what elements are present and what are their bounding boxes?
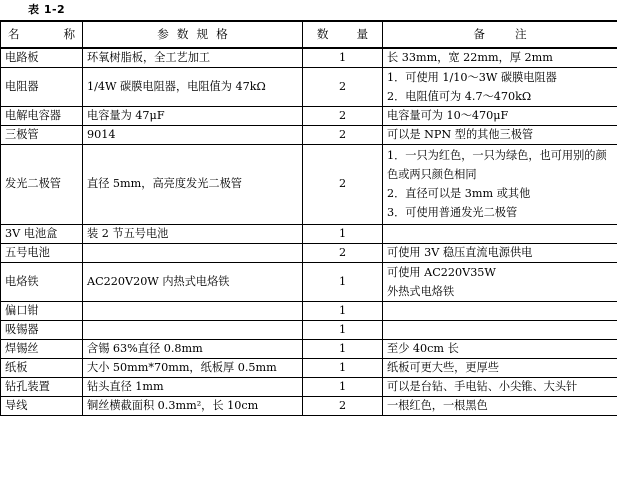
cell-qty: 1 [303,377,383,396]
cell-note: 可使用 3V 稳压直流电源供电 [383,243,617,262]
table-row [1,48,617,67]
table-row [1,106,617,125]
cell-name: 发光二极管 [1,144,83,224]
cell-qty: 1 [303,224,383,243]
cell-qty: 2 [303,106,383,125]
cell-note [383,320,617,339]
cell-note: 长 33mm，宽 22mm，厚 2mm [383,48,617,67]
cell-name: 钻孔装置 [1,377,83,396]
cell-name: 电解电容器 [1,106,83,125]
cell-qty: 1 [303,320,383,339]
cell-spec: 装 2 节五号电池 [83,224,303,243]
note-line: 2．电阻值可为 4.7～470kΩ [387,89,532,103]
cell-spec: 大小 50mm*70mm，纸板厚 0.5mm [83,358,303,377]
table-caption: 表 1-2 [28,3,66,16]
cell-note: 纸板可更大些，更厚些 [383,358,617,377]
cell-note [383,144,617,224]
cell-qty: 1 [303,48,383,67]
cell-spec: AC220V20W 内热式电烙铁 [83,262,303,301]
parts-table [0,20,617,416]
table-row [1,125,617,144]
table-row [1,320,617,339]
cell-name: 吸锡器 [1,320,83,339]
cell-name: 三极管 [1,125,83,144]
note-line: 3．可使用普通发光二极管 [387,206,518,219]
table-row [1,67,617,106]
header-spec: 参 数 规 格 [83,21,303,48]
cell-name: 3V 电池盒 [1,224,83,243]
cell-spec: 含锡 63%直径 0.8mm [83,339,303,358]
cell-note [383,301,617,320]
header-note: 备 注 [383,21,617,48]
cell-note: 可以是台钻、手电钻、小尖锥、大头针 [383,377,617,396]
table-row [1,339,617,358]
cell-spec [83,320,303,339]
cell-name: 纸板 [1,358,83,377]
cell-qty: 2 [303,396,383,415]
cell-spec: 环氧树脂板，全工艺加工 [83,48,303,67]
cell-qty: 2 [303,144,383,224]
cell-note [383,262,617,301]
cell-name: 焊锡丝 [1,339,83,358]
cell-note [383,224,617,243]
header-qty: 数 量 [303,21,383,48]
note-line: 1．可使用 1/10～3W 碳膜电阻器 [387,70,557,84]
cell-spec: 电容量为 47μF [83,106,303,125]
cell-spec [83,301,303,320]
table-row [1,224,617,243]
header-name: 名 称 [1,21,83,48]
cell-qty: 2 [303,125,383,144]
cell-spec: 9014 [83,125,303,144]
note-line: 1．一只为红色，一只为绿色，也可用别的颜色或两只颜色相同 [387,149,607,181]
table-row [1,262,617,301]
cell-spec: 直径 5mm，高亮度发光二极管 [83,144,303,224]
cell-note: 可以是 NPN 型的其他三极管 [383,125,617,144]
cell-name: 电路板 [1,48,83,67]
cell-name: 导线 [1,396,83,415]
table-row [1,396,617,415]
cell-qty: 1 [303,301,383,320]
note-line: 外热式电烙铁 [387,284,455,298]
cell-spec: 铜丝横截面积 0.3mm²，长 10cm [83,396,303,415]
cell-spec: 钻头直径 1mm [83,377,303,396]
table-row [1,358,617,377]
cell-note [383,67,617,106]
cell-spec: 1/4W 碳膜电阻器，电阻值为 47kΩ [83,67,303,106]
cell-name: 电烙铁 [1,262,83,301]
cell-note: 电容量可为 10～470μF [383,106,617,125]
cell-note: 至少 40cm 长 [383,339,617,358]
cell-qty: 1 [303,262,383,301]
cell-qty: 2 [303,67,383,106]
note-line: 2．直径可以是 3mm 或其他 [387,187,531,200]
table-row [1,377,617,396]
note-line: 可使用 AC220V35W [387,265,496,279]
cell-name: 偏口钳 [1,301,83,320]
cell-name: 五号电池 [1,243,83,262]
cell-qty: 1 [303,339,383,358]
table-row [1,301,617,320]
cell-spec [83,243,303,262]
cell-note: 一根红色，一根黑色 [383,396,617,415]
table-header-row [1,21,617,48]
cell-qty: 1 [303,358,383,377]
table-row [1,243,617,262]
cell-qty: 2 [303,243,383,262]
table-row [1,144,617,224]
cell-name: 电阻器 [1,67,83,106]
